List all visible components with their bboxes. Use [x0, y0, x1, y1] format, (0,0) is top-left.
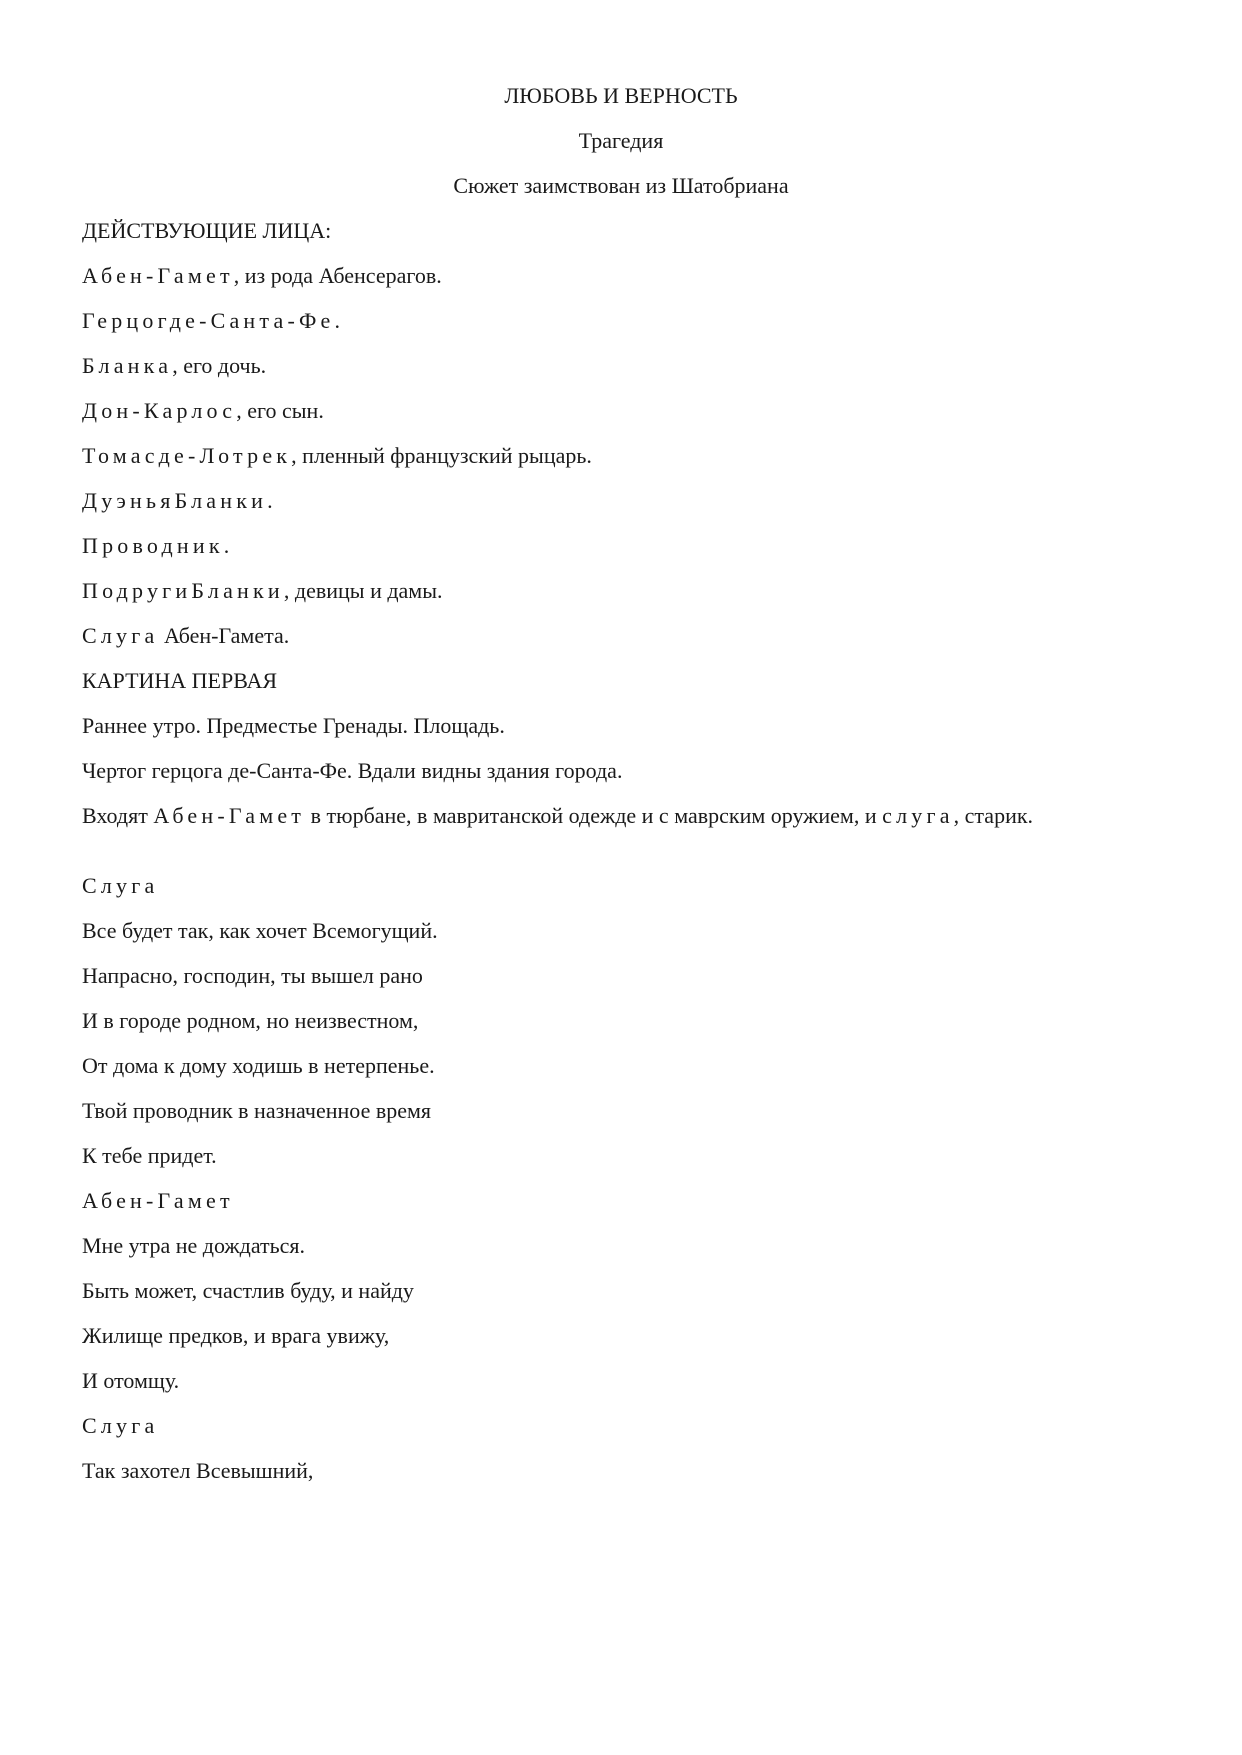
play-title: ЛЮБОВЬ И ВЕРНОСТЬ — [504, 83, 738, 108]
character-name: Абен-Гамет — [153, 803, 306, 828]
speaker-name: Абен-Гамет — [82, 1188, 234, 1213]
verse-line: Мне утра не дождаться. — [82, 1233, 306, 1258]
stage-direction: Раннее утро. Предместье Гренады. Площадь. — [82, 713, 505, 738]
cast-heading: ДЕЙСТВУЮЩИЕ ЛИЦА: — [82, 218, 332, 243]
character-description: , его сын. — [236, 398, 324, 423]
character-description: . — [223, 533, 230, 558]
character-name: ПодругиБланки — [82, 578, 284, 603]
cast-item — [82, 621, 1164, 650]
cast-item — [82, 261, 1164, 290]
play-source-note: Сюжет заимствован из Шатобриана — [453, 173, 789, 198]
verse-line: Напрасно, господин, ты вышел рано — [82, 963, 423, 988]
character-description: Абен-Гамета. — [158, 623, 290, 648]
cast-item — [82, 531, 1164, 560]
character-description: . — [267, 488, 273, 513]
character-name: Бланка — [82, 353, 173, 378]
cast-item — [82, 576, 1164, 605]
character-name: Абен-Гамет — [82, 263, 234, 288]
character-description: , пленный французский рыцарь. — [291, 443, 592, 468]
cast-item — [82, 306, 1164, 335]
character-description: . — [334, 308, 341, 333]
speaker-name: Слуга — [82, 873, 159, 898]
verse-line: От дома к дому ходишь в нетерпенье. — [82, 1053, 435, 1078]
direction-text: , старик. — [953, 803, 1034, 828]
cast-item — [82, 486, 1164, 515]
verse-line: Так захотел Всевышний, — [82, 1458, 314, 1483]
verse-line: К тебе придет. — [82, 1143, 217, 1168]
stage-direction-entrance — [82, 801, 1164, 830]
verse-line: Все будет так, как хочет Всемогущий. — [82, 918, 438, 943]
speaker-name: Слуга — [82, 1413, 159, 1438]
direction-text: в тюрбане, в мавританской одежде и с маврским оружием, и — [305, 803, 883, 828]
character-name: слуга — [882, 803, 954, 828]
direction-text: Входят — [82, 803, 154, 828]
cast-item — [82, 396, 1164, 425]
character-description: , девицы и дамы. — [283, 578, 443, 603]
play-genre: Трагедия — [578, 128, 664, 153]
character-name: ДуэньяБланки — [82, 488, 268, 513]
character-name: Проводник — [82, 533, 224, 558]
verse-line: И отомщу. — [82, 1368, 180, 1393]
scene-heading: КАРТИНА ПЕРВАЯ — [82, 668, 278, 693]
character-description: , его дочь. — [172, 353, 267, 378]
verse-line: И в городе родном, но неизвестном, — [82, 1008, 419, 1033]
cast-item — [82, 351, 1164, 380]
verse-line: Быть может, счастлив буду, и найду — [82, 1278, 414, 1303]
character-name: Слуга — [82, 623, 159, 648]
stage-direction: Чертог герцога де-Санта-Фе. Вдали видны здания города. — [82, 758, 623, 783]
verse-line: Жилище предков, и врага увижу, — [82, 1323, 390, 1348]
cast-item — [82, 441, 1164, 470]
character-description: , из рода Абенсерагов. — [233, 263, 442, 288]
character-name: Дон-Карлос — [82, 398, 237, 423]
verse-line: Твой проводник в назначенное время — [82, 1098, 432, 1123]
character-name: Томасде-Лотрек — [82, 443, 292, 468]
character-name: Герцогде-Санта-Фе — [82, 308, 335, 333]
